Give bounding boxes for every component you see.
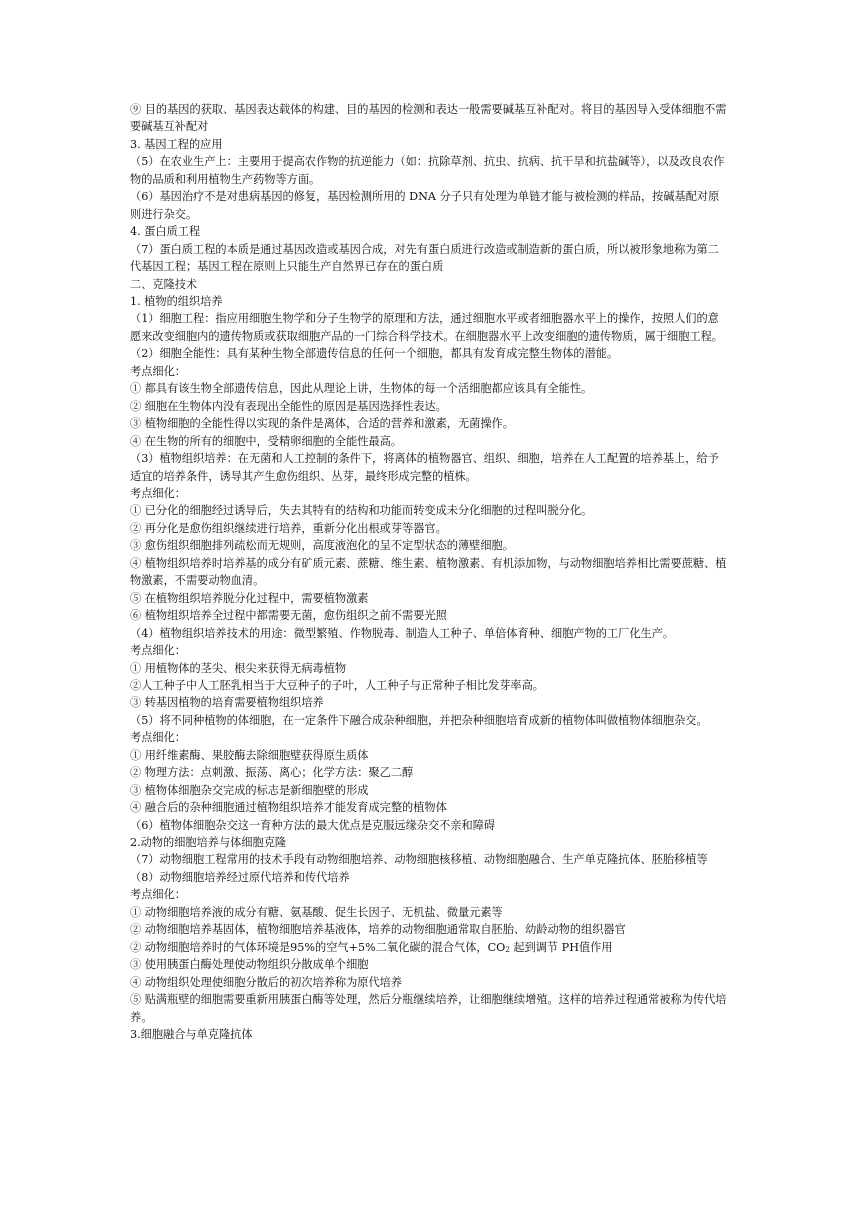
text-line: （7）蛋白质工程的本质是通过基因改造或基因合成，对先有蛋白质进行改造或制造新的蛋白质，所以被形象地称为第二代基因工程；基因工程在原则上只能生产自然界已存在的蛋白质 bbox=[130, 242, 719, 274]
list-item: ③ 植物细胞的全能性得以实现的条件是离体，合适的营养和激素，无菌操作。 bbox=[130, 417, 514, 431]
list-item: ③ 植物体细胞杂交完成的标志是新细胞壁的形成 bbox=[130, 783, 369, 797]
subheading: 考点细化： bbox=[130, 364, 186, 378]
text-line: （6）基因治疗不是对患病基因的修复，基因检测所用的 DNA 分子只有处理为单链才能与被检测的样品，按碱基配对原则进行杂交。 bbox=[130, 190, 720, 221]
text-line: （3）植物组织培养：在无菌和人工控制的条件下，将离体的植物器官、组织、细胞，培养在人工配置的培养基上，给予适宜的培养条件，诱导其产生愈伤组织、丛芽，最终形成完整的植株。 bbox=[130, 452, 719, 483]
text-line: （4）植物组织培养技术的用途：微型繁殖、作物脱毒、制造人工种子、单倍体育种、细胞产物的工厂化生产。 bbox=[130, 626, 675, 640]
list-item: ① 动物细胞培养液的成分有糖、氨基酸、促生长因子、无机盐、微量元素等 bbox=[130, 905, 503, 919]
list-item: ② 动物细胞培养基固体，植物细胞培养基液体，培养的动物细胞通常取自胚胎、幼龄动物的组织器官 bbox=[130, 923, 626, 937]
subheading: 考点细化： bbox=[130, 888, 186, 902]
list-item: ⑥ 植物组织培养全过程中都需要无菌，愈伤组织之前不需要光照 bbox=[130, 609, 447, 623]
text-line: （2）细胞全能性：具有某种生物全部遗传信息的任何一个细胞，都具有发育成完整生物体的潜能。 bbox=[130, 347, 619, 361]
subheading: 考点细化： bbox=[130, 486, 186, 500]
list-item: ⑤ 在植物组织培养脱分化过程中，需要植物激素 bbox=[130, 591, 369, 605]
subheading: 考点细化： bbox=[130, 731, 186, 745]
list-item: ⑤ 贴满瓶壁的细胞需要重新用胰蛋白酶等处理，然后分瓶继续培养，让细胞继续增殖。这样的培养过程通常被称为传代培养。 bbox=[130, 993, 727, 1024]
co2-subscript: 2 bbox=[505, 945, 510, 954]
text-line: （7）动物细胞工程常用的技术手段有动物细胞培养、动物细胞核移植、动物细胞融合、生产单克隆抗体、胚胎移植等 bbox=[130, 853, 708, 867]
section-heading: 3.细胞融合与单克隆抗体 bbox=[130, 1028, 253, 1042]
list-item: ① 已分化的细胞经过诱导后，失去其特有的结构和功能而转变成未分化细胞的过程叫脱分化。 bbox=[130, 504, 593, 518]
section-heading: 3. 基因工程的应用 bbox=[130, 137, 223, 151]
text-line: （5）将不同种植物的体细胞，在一定条件下融合成杂种细胞，并把杂种细胞培育成新的植物体叫做植物体细胞杂交。 bbox=[130, 713, 708, 727]
document-page bbox=[130, 101, 730, 1043]
section-heading: 2.动物的细胞培养与体细胞克隆 bbox=[130, 836, 287, 850]
list-item: ③ 转基因植物的培育需要植物组织培养 bbox=[130, 696, 324, 710]
list-item: ④ 融合后的杂种细胞通过植物组织培养才能发育成完整的植物体 bbox=[130, 801, 447, 815]
list-item: ③ 使用胰蛋白酶处理使动物组织分散成单个细胞 bbox=[130, 958, 369, 972]
section-heading: 二、克隆技术 bbox=[130, 277, 198, 291]
list-item: ① 用纤维素酶、果胶酶去除细胞壁获得原生质体 bbox=[130, 748, 369, 762]
list-item: ② 再分化是愈伤组织继续进行培养，重新分化出根或芽等器官。 bbox=[130, 521, 447, 535]
section-heading: 1. 植物的组织培养 bbox=[130, 294, 223, 308]
list-item: ③ 愈伤组织细胞排列疏松而无规则，高度液泡化的呈不定型状态的薄壁细胞。 bbox=[130, 539, 514, 553]
list-item: ① 都具有该生物全部遗传信息，因此从理论上讲，生物体的每一个活细胞都应该具有全能性。 bbox=[130, 382, 593, 396]
list-item: ④ 动物组织处理使细胞分散后的初次培养称为原代培养 bbox=[130, 975, 403, 989]
list-item: ②人工种子中人工胚乳相当于大豆种子的子叶，人工种子与正常种子相比发芽率高。 bbox=[130, 678, 544, 692]
text-line: （5）在农业生产上：主要用于提高农作物的抗逆能力（如：抗除草剂、抗虫、抗病、抗干旱和抗盐碱等），以及改良农作物的品质和利用植物生产药物等方面。 bbox=[130, 155, 725, 186]
list-item: ① 用植物体的茎尖、根尖来获得无病毒植物 bbox=[130, 661, 347, 675]
list-item-co2 bbox=[130, 939, 730, 956]
co2-line-text: ② 动物细胞培养时的气体环境是95%的空气+5%二氧化碳的混合气体，CO bbox=[130, 940, 506, 954]
text-line: （8）动物细胞培养经过原代培养和传代培养 bbox=[130, 870, 350, 884]
subheading: 考点细化： bbox=[130, 644, 186, 658]
text-line: （6）植物体细胞杂交这一育种方法的最大优点是克服远缘杂交不亲和障碍 bbox=[130, 818, 496, 832]
text-line: （1）细胞工程：指应用细胞生物学和分子生物学的原理和方法，通过细胞水平或者细胞器水平上的操作，按照人们的意愿来改变细胞内的遗传物质或获取细胞产品的一门综合科学技术。在细胞器水平上改变细胞的遗传物质，属于细胞工程。 bbox=[130, 312, 723, 343]
list-item: ④ 在生物的所有的细胞中，受精卵细胞的全能性最高。 bbox=[130, 434, 403, 448]
list-item: ② 物理方法：点刺激、振荡、离心；化学方法：聚乙二醇 bbox=[130, 766, 414, 780]
list-item: ② 细胞在生物体内没有表现出全能性的原因是基因选择性表达。 bbox=[130, 399, 447, 413]
co2-line-tail: 起到调节 PH值作用 bbox=[509, 940, 613, 954]
text-line: ⑨ 目的基因的获取、基因表达载体的构建、目的基因的检测和表达一般需要碱基互补配对。将目的基因导入受体细胞不需要碱基互补配对 bbox=[130, 103, 727, 134]
list-item: ④ 植物组织培养时培养基的成分有矿质元素、蔗糖、维生素、植物激素、有机添加物，与动物细胞培养相比需要蔗糖、植物激素，不需要动物血清。 bbox=[130, 556, 727, 588]
section-heading: 4. 蛋白质工程 bbox=[130, 225, 201, 239]
